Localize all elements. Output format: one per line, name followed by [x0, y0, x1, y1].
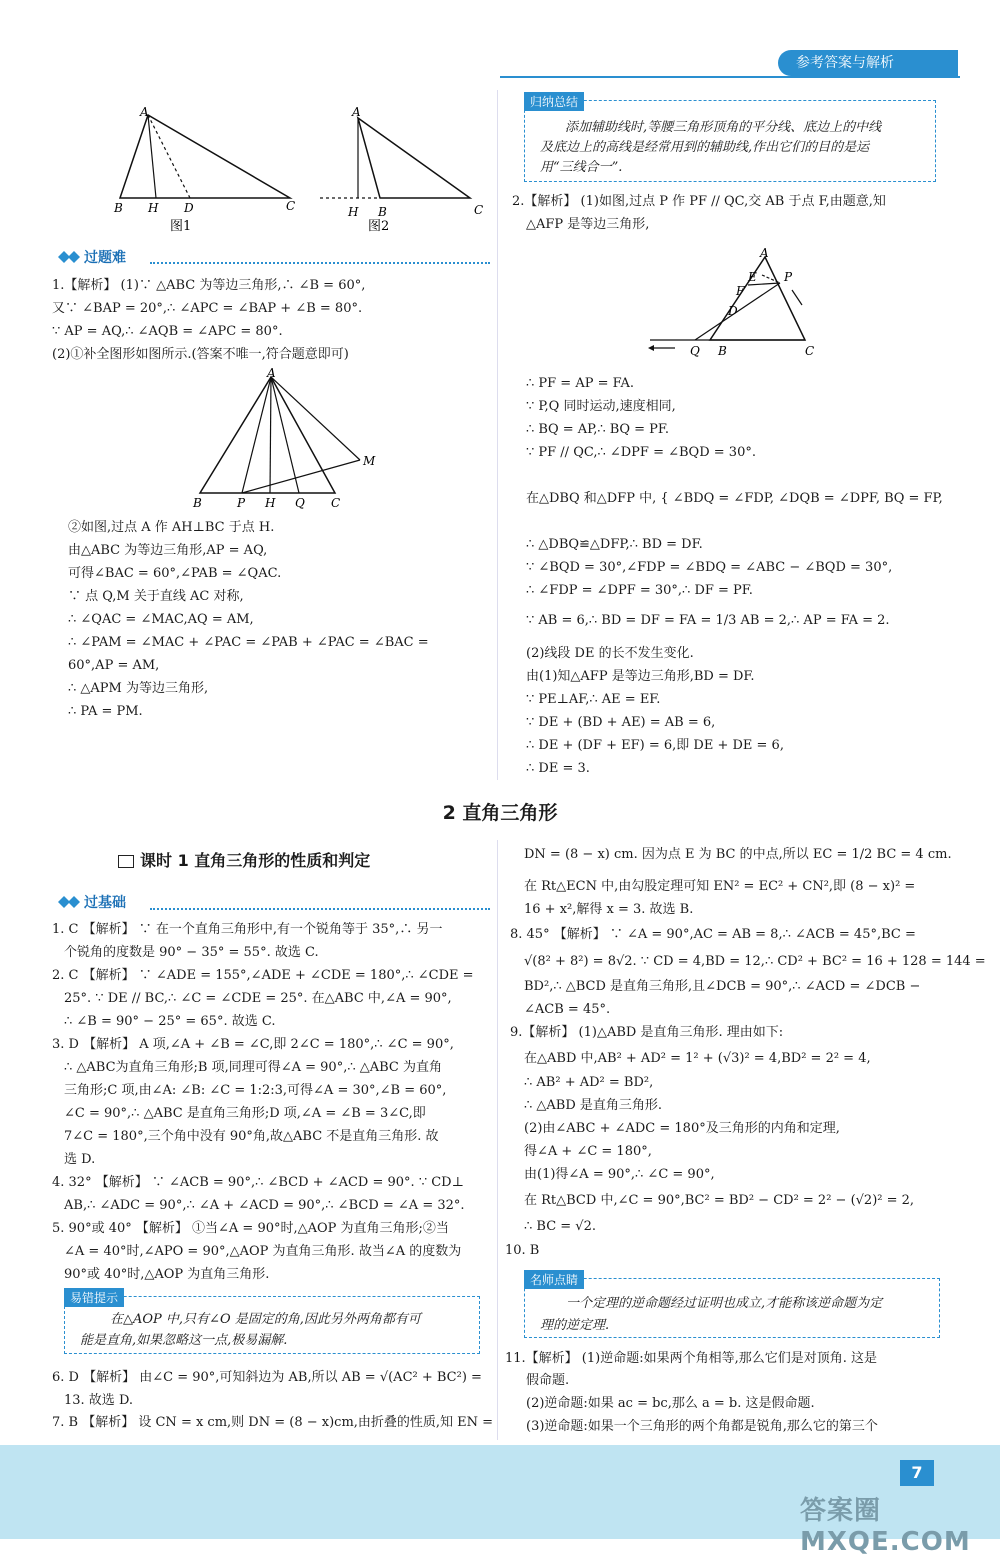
text-line: ∴ ∠B = 90° − 25° = 65°. 故选 C.	[64, 1014, 276, 1029]
svg-text:D: D	[184, 201, 194, 215]
text-line: ∴ PA = PM.	[68, 704, 143, 719]
text-line: ∵ PE⊥AF,∴ AE = EF.	[526, 692, 661, 707]
text-line: ∴ ∠FDP = ∠DPF = 30°,∴ DF = PF.	[526, 583, 753, 598]
text-line: 11.【解析】 (1)逆命题:如果两个角相等,那么它们是对顶角. 这是	[505, 1351, 877, 1366]
section-marker-icon	[58, 896, 80, 908]
text-line: ∠ACB = 45°.	[524, 1002, 611, 1017]
section-marker-icon	[58, 251, 80, 263]
text-line: ∠A = 40°时,∠APO = 90°,△AOP 为直角三角形. 故当∠A 的度数为	[64, 1244, 462, 1259]
text-line: 得∠A + ∠C = 180°,	[524, 1144, 652, 1159]
text-line: 3. D 【解析】 A 项,∠A + ∠B = ∠C,即 2∠C = 180°,∴ ∠C = 90°,	[52, 1037, 454, 1052]
section-title: 过题难	[84, 250, 126, 266]
text-line: ∴ DE + (DF + EF) = 6,即 DE + DE = 6,	[526, 738, 784, 753]
text-line: 又∵ ∠BAP = 20°,∴ ∠APC = ∠BAP + ∠B = 80°.	[52, 301, 363, 316]
svg-text:H: H	[148, 201, 159, 215]
text-line: 可得∠BAC = 60°,∠PAB = ∠QAC.	[68, 566, 282, 581]
svg-text:F: F	[736, 284, 745, 298]
figure-2-caption: 图2	[368, 219, 390, 234]
section-header-hard	[58, 246, 126, 268]
expert-tip-line: 理的逆定理.	[540, 1318, 610, 1333]
header-tab-label: 参考答案与解析	[796, 55, 894, 71]
text-line: √(8² + 8²) = 8√2. ∵ CD = 4,BD = 12,∴ CD² + BC² = 16 + 128 = 144 =	[524, 954, 986, 969]
svg-text:P: P	[237, 496, 246, 510]
text-line: 在△DBQ 和△DFP 中, { ∠BDQ = ∠FDP, ∠DQB = ∠DPF, BQ = FP,	[526, 491, 943, 506]
text-line: 7∠C = 180°,三个角中没有 90°角,故△ABC 不是直角三角形. 故	[64, 1129, 439, 1144]
tip-tag: 易错提示	[64, 1288, 124, 1307]
summary-tag: 归纳总结	[524, 92, 584, 111]
svg-text:M: M	[363, 454, 376, 468]
svg-text:B: B	[718, 344, 727, 358]
text-line: 由△ABC 为等边三角形,AP = AQ,	[68, 543, 268, 558]
text-line: 16 + x²,解得 x = 3. 故选 B.	[524, 902, 694, 917]
svg-text:B: B	[114, 201, 123, 215]
text-line: 90°或 40°时,△AOP 为直角三角形.	[64, 1267, 270, 1282]
text-line: 选 D.	[64, 1152, 96, 1167]
text-line: 13. 故选 D.	[64, 1393, 134, 1408]
text-line: 2. C 【解析】 ∵ ∠ADE = 155°,∠ADE + ∠CDE = 180°,∴ ∠CDE =	[52, 968, 474, 983]
text-line: ∴ ∠PAM = ∠MAC + ∠PAC = ∠PAB + ∠PAC = ∠BAC =	[68, 635, 429, 650]
text-line: ②如图,过点 A 作 AH⊥BC 于点 H.	[68, 520, 275, 535]
text-line: △AFP 是等边三角形,	[526, 217, 650, 232]
text-line: ∴ △APM 为等边三角形,	[68, 681, 209, 696]
summary-line: 及底边上的高线是经常用到的辅助线,作出它们的目的是运	[540, 140, 870, 155]
text-line: 7. B 【解析】 设 CN = x cm,则 DN = (8 − x)cm,由折叠的性质,知 EN =	[52, 1415, 494, 1430]
figure-apm	[185, 365, 385, 515]
text-line: 5. 90°或 40° 【解析】 ①当∠A = 90°时,△AOP 为直角三角形;②当	[52, 1221, 449, 1236]
text-line: (2)由∠ABC + ∠ADC = 180°及三角形的内角和定理,	[524, 1121, 840, 1136]
text-line: 1. C 【解析】 ∵ 在一个直角三角形中,有一个锐角等于 35°,∴ 另一	[52, 922, 443, 937]
text-line: 1.【解析】 (1)∵ △ABC 为等边三角形,∴ ∠B = 60°,	[52, 278, 366, 293]
svg-text:Q: Q	[295, 496, 305, 510]
tip-line: 在△AOP 中,只有∠O 是固定的角,因此另外两角都有可	[110, 1312, 421, 1327]
text-line: ∴ BC = √2.	[524, 1219, 596, 1234]
text-line: DN = (8 − x) cm. 因为点 E 为 BC 的中点,所以 EC = 1/2 BC = 4 cm.	[524, 847, 952, 862]
svg-text:P: P	[784, 270, 793, 284]
text-line: 60°,AP = AM,	[68, 658, 160, 673]
header-rule	[500, 76, 960, 78]
text-line: (2)线段 DE 的长不发生变化.	[526, 646, 694, 661]
text-line: ∠C = 90°,∴ △ABC 是直角三角形;D 项,∠A = ∠B = 3∠C,即	[64, 1106, 426, 1121]
svg-text:B: B	[378, 205, 387, 219]
svg-text:H: H	[348, 205, 359, 219]
svg-text:C: C	[474, 203, 484, 217]
text-line: 个锐角的度数是 90° − 35° = 55°. 故选 C.	[64, 945, 319, 960]
figure-1-caption: 图1	[170, 219, 192, 234]
svg-text:A: A	[352, 105, 361, 119]
section-header-basic	[58, 891, 126, 913]
svg-text:A: A	[267, 366, 276, 380]
svg-text:H: H	[265, 496, 276, 510]
text-line: ∴ AB² + AD² = BD²,	[524, 1075, 654, 1090]
summary-line: 添加辅助线时,等腰三角形顶角的平分线、底边上的中线	[565, 120, 882, 135]
text-line: 25°. ∵ DE // BC,∴ ∠C = ∠CDE = 25°. 在△ABC 中,∠A = 90°,	[64, 991, 452, 1006]
figures-1-2	[100, 100, 500, 240]
svg-text:B: B	[193, 496, 202, 510]
svg-text:A: A	[140, 105, 149, 119]
text-line: ∵ DE + (BD + AE) = AB = 6,	[526, 715, 716, 730]
lesson-title	[118, 848, 370, 871]
summary-line: 用“三线合一”.	[540, 160, 623, 175]
column-divider	[497, 840, 498, 1440]
svg-text:E: E	[748, 270, 757, 284]
text-line: BD²,∴ △BCD 是直角三角形,且∠DCB = 90°,∴ ∠ACD = ∠DCB −	[524, 979, 921, 994]
text-line: ∴ PF = AP = FA.	[526, 376, 635, 391]
text-line: 由(1)知△AFP 是等边三角形,BD = DF.	[526, 669, 755, 684]
lesson-title-text: 课时 1 直角三角形的性质和判定	[140, 851, 371, 870]
text-line: 9.【解析】 (1)△ABD 是直角三角形. 理由如下:	[510, 1025, 784, 1040]
text-line: AB,∴ ∠ADC = 90°,∴ ∠A + ∠ACD = 90°,∴ ∠BCD = ∠A = 32°.	[64, 1198, 465, 1213]
text-line: ∴ △ABC为直角三角形;B 项,同理可得∠A = 90°,∴ △ABC 为直角	[64, 1060, 443, 1075]
text-line: ∴ △ABD 是直角三角形.	[524, 1098, 663, 1113]
section-rule	[150, 262, 490, 264]
text-line: ∵ AP = AQ,∴ ∠AQB = ∠APC = 80°.	[52, 324, 283, 339]
svg-text:C: C	[331, 496, 341, 510]
expert-tip-line: 一个定理的逆命题经过证明也成立,才能称该逆命题为定	[566, 1296, 883, 1311]
text-line: 假命题.	[526, 1373, 570, 1388]
text-line: (3)逆命题:如果一个三角形的两个角都是锐角,那么它的第三个	[526, 1419, 878, 1434]
section-title: 过基础	[84, 895, 126, 911]
chapter-title: 2 直角三角形	[442, 802, 558, 824]
header-tab	[778, 50, 958, 76]
svg-text:A: A	[760, 246, 769, 260]
text-line: ∵ AB = 6,∴ BD = DF = FA = 1/3 AB = 2,∴ AP = FA = 2.	[526, 613, 890, 628]
text-line: ∵ PF // QC,∴ ∠DPF = ∠BQD = 30°.	[526, 445, 756, 460]
figure-2	[320, 105, 483, 219]
figure-1	[113, 105, 295, 215]
tip-line: 能是直角,如果忽略这一点,极易漏解.	[80, 1333, 288, 1348]
svg-text:C: C	[286, 199, 296, 213]
text-line: ∴ ∠QAC = ∠MAC,AQ = AM,	[68, 612, 254, 627]
text-line: 由(1)得∠A = 90°,∴ ∠C = 90°,	[524, 1167, 715, 1182]
watermark: 答案圈 MXQE.COM	[800, 1496, 971, 1557]
expert-tip-tag: 名师点睛	[524, 1270, 584, 1289]
text-line: ∵ 点 Q,M 关于直线 AC 对称,	[68, 589, 244, 604]
figure-moving-points	[640, 245, 830, 365]
text-line: 10. B	[505, 1243, 540, 1258]
text-line: ∴ DE = 3.	[526, 761, 590, 776]
page-number: 7	[900, 1460, 934, 1486]
svg-text:C: C	[805, 344, 815, 358]
text-line: ∴ BQ = AP,∴ BQ = PF.	[526, 422, 670, 437]
book-icon	[118, 855, 134, 868]
text-line: 2.【解析】 (1)如图,过点 P 作 PF // QC,交 AB 于点 F,由题意,知	[512, 194, 886, 209]
svg-text:Q: Q	[690, 344, 700, 358]
text-line: 三角形;C 项,由∠A: ∠B: ∠C = 1:2:3,可得∠A = 30°,∠B = 60°,	[64, 1083, 447, 1098]
section-rule	[150, 908, 490, 910]
text-line: 4. 32° 【解析】 ∵ ∠ACB = 90°,∴ ∠BCD + ∠ACD = 90°. ∵ CD⊥	[52, 1175, 464, 1190]
text-line: (2)①补全图形如图所示.(答案不唯一,符合题意即可)	[52, 347, 349, 362]
text-line: ∴ △DBQ≌△DFP,∴ BD = DF.	[526, 537, 703, 552]
text-line: 6. D 【解析】 由∠C = 90°,可知斜边为 AB,所以 AB = √(AC² + BC²) =	[52, 1370, 482, 1385]
text-line: 8. 45° 【解析】 ∵ ∠A = 90°,AC = AB = 8,∴ ∠ACB = 45°,BC =	[510, 927, 916, 942]
text-line: ∵ ∠BQD = 30°,∠FDP = ∠BDQ = ∠ABC − ∠BQD = 30°,	[526, 560, 893, 575]
text-line: 在△ABD 中,AB² + AD² = 1² + (√3)² = 4,BD² = 2² = 4,	[524, 1051, 871, 1066]
text-line: (2)逆命题:如果 ac = bc,那么 a = b. 这是假命题.	[526, 1396, 815, 1411]
svg-text:D: D	[728, 304, 738, 318]
text-line: ∵ P,Q 同时运动,速度相同,	[526, 399, 676, 414]
text-line: 在 Rt△BCD 中,∠C = 90°,BC² = BD² − CD² = 2² − (√2)² = 2,	[524, 1193, 915, 1208]
text-line: 在 Rt△ECN 中,由勾股定理可知 EN² = EC² + CN²,即 (8 − x)² =	[524, 879, 916, 894]
